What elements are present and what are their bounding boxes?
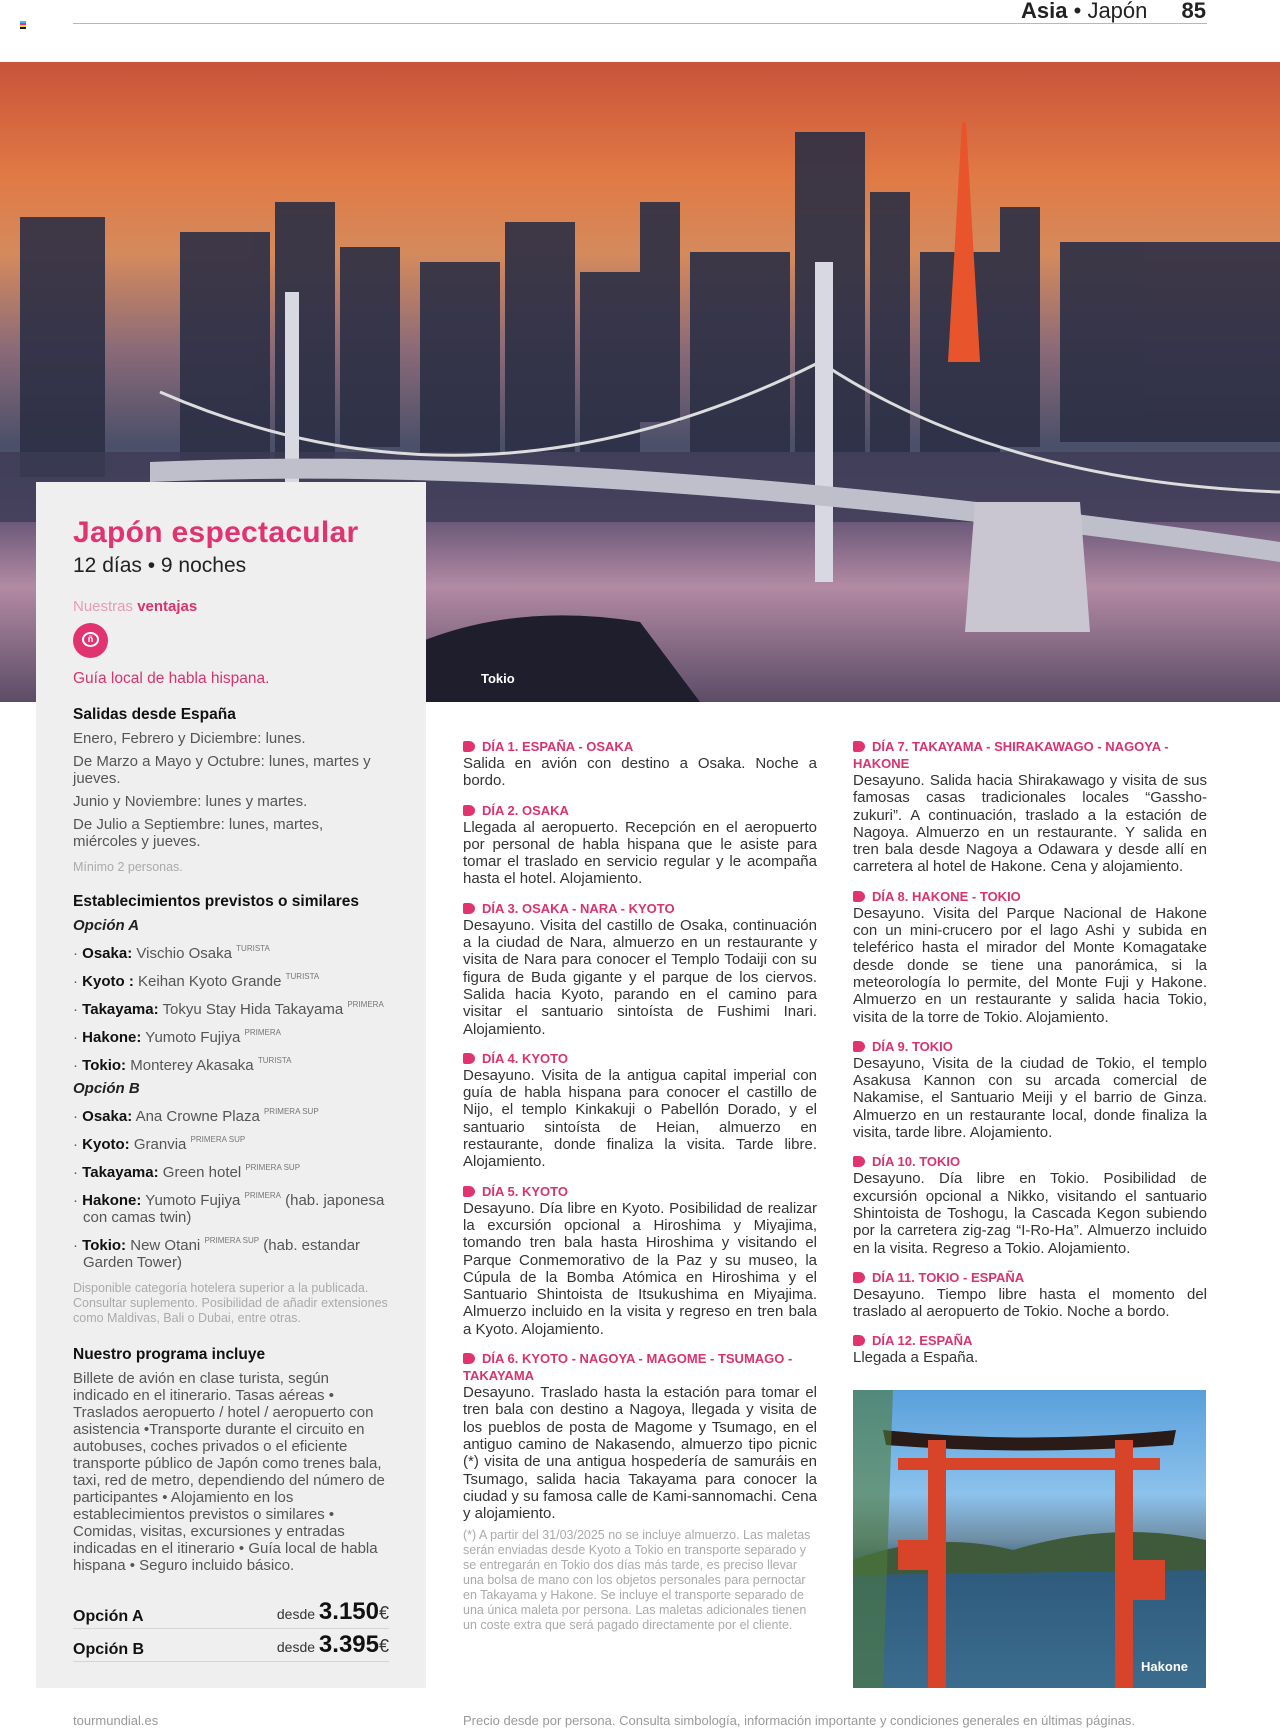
price-from: desde <box>276 1606 316 1622</box>
day-bullet-icon <box>463 1353 475 1364</box>
hotel-item: · Kyoto : Keihan Kyoto Grande $^{TURISTA}$ <box>73 972 320 990</box>
day-title: DÍA 11. TOKIO - ESPAÑA <box>872 1269 1025 1285</box>
hotel-city: Hakone: <box>82 1029 142 1046</box>
option-a-label: Opción A <box>73 917 140 934</box>
hotel-item: · Osaka: Vischio Osaka $^{TURISTA}$ <box>73 944 270 962</box>
day-description: Desayuno. Traslado hasta la estación para tomar el tren bala con destino a Nagoya, llegada y visita de los pueblos de posta de Magome y Tsumago, en el antiguo camino de Nakasendo, almuerzo tipo picnic (*) visita de una antigua hospedería de samuráis en Tsumago, salida hacia Takayama para conocer la ciudad y su famosa calle de Kami-sannomachi. Cena y alojamiento. <box>463 1384 817 1523</box>
price-amount: 3.150 <box>318 1598 379 1625</box>
price-option-label: Opción B <box>73 1641 145 1658</box>
hotel-name: New Otani <box>130 1237 201 1254</box>
price-currency: € <box>378 1636 389 1656</box>
hotel-name: Ana Crowne Plaza <box>135 1108 260 1125</box>
day-heading <box>463 1183 817 1200</box>
trip-duration: 12 días • 9 noches <box>73 554 247 577</box>
day-description: Desayuno. Visita del castillo de Osaka, continuación a la ciudad de Nara, almuerzo en un restaurante y visita de Nara para conocer el Templo Todaiji con su figura de Buda gigante y el parque de los ciervos. Salida hacia Kyoto, parando en el camino para visitar el santuario sintoísta de Fushimi Inari. Alojamiento. <box>463 916 817 1038</box>
departures-title: Salidas desde España <box>73 706 236 723</box>
departure-line: Enero, Febrero y Diciembre: lunes. <box>73 730 306 747</box>
day-bullet-icon <box>853 1335 865 1346</box>
hotel-room-note: (hab. estandar Garden Tower) <box>83 1237 361 1271</box>
price-from: desde <box>276 1639 316 1655</box>
trip-summary-panel <box>36 482 426 1688</box>
hotel-city: Takayama: <box>82 1001 159 1018</box>
day-heading <box>853 1038 1207 1055</box>
day-description: Llegada al aeropuerto. Recepción en el aeropuerto por personal de habla hispana que le asiste para tomar el traslado en servicio regular y le acompaña hasta el hotel. Alojamiento. <box>463 818 817 888</box>
price-value <box>277 1631 389 1659</box>
day-bullet-icon <box>463 1053 475 1064</box>
day-heading <box>853 1332 1207 1349</box>
hotels-note: Disponible categoría hotelera superior a la publicada. Consultar suplemento. Posibilidad de añadir extensiones como Maldivas, Bali o Dubai, entre otras. <box>73 1281 388 1325</box>
day-heading <box>853 1269 1207 1286</box>
hotel-category: TURISTA <box>236 944 270 953</box>
hotel-name: Vischio Osaka <box>136 945 232 962</box>
day-title: DÍA 2. OSAKA <box>482 802 569 818</box>
price-value <box>277 1598 389 1626</box>
day-title: DÍA 7. TAKAYAMA - SHIRAKAWAGO - NAGOYA - HAKONE <box>853 739 1169 771</box>
price-row <box>73 1629 389 1662</box>
hotel-city: Osaka: <box>82 1108 133 1125</box>
hotel-city: Osaka: <box>82 945 133 962</box>
day-heading <box>853 738 1207 772</box>
hotel-name: Keihan Kyoto Grande <box>138 973 282 990</box>
footer-site: tourmundial.es <box>73 1713 159 1728</box>
day-heading <box>853 1153 1207 1170</box>
day-bullet-icon <box>853 741 865 752</box>
itinerary-day <box>463 1050 817 1171</box>
hotel-name: Granvia <box>133 1136 187 1153</box>
hotel-room-note: (hab. japonesa con camas twin) <box>83 1192 385 1226</box>
hotel-name: Yumoto Fujiya <box>145 1029 241 1046</box>
departure-line: De Julio a Septiembre: lunes, martes, miércoles y jueves. <box>73 816 324 850</box>
day6-luggage-note: (*) A partir del 31/03/2025 no se incluye almuerzo. Las maletas serán enviadas desde Kyoto a Tokio en transporte separado y se entregarán en Tokio dos días más tarde, es preciso llevar una bolsa de mano con los objetos personales para pernoctar en Takayama y Hakone. Se incluye el transporte separado de una única maleta por persona. Las maletas adicionales tienen un coste extra que será pagado directamente por el cliente. <box>463 1528 811 1633</box>
hotel-city: Hakone: <box>82 1192 142 1209</box>
day-title: DÍA 1. ESPAÑA - OSAKA <box>482 739 634 754</box>
hotel-city: Takayama: <box>82 1164 159 1181</box>
day-description: Desayuno. Tiempo libre hasta el momento del traslado al aeropuerto de Tokio. Noche a bordo. <box>853 1285 1207 1321</box>
hotel-category: PRIMERA SUP <box>245 1163 301 1172</box>
day-description: Llegada a España. <box>853 1349 979 1367</box>
guide-icon-letter: ñ <box>82 632 99 647</box>
advantages-label <box>73 598 389 615</box>
hotel-item: · Hakone: Yumoto Fujiya $^{PRIMERA}$ <box>73 1028 281 1046</box>
itinerary-day <box>463 802 817 888</box>
hotel-item: · Tokio: New Otani $^{PRIMERA SUP}$ (hab. estandar Garden Tower) <box>73 1236 361 1271</box>
itinerary-day <box>463 1350 817 1522</box>
hotel-category: TURISTA <box>285 972 320 981</box>
trip-title: Japón espectacular <box>73 516 359 549</box>
day-description: Desayuno. Salida hacia Shirakawago y visita de sus famosas casas tradicionales locales “Gassho-zukuri”. A continuación, traslado a la estación de Nagoya. Almuerzo en un restaurante. Y salida en tren bala desde Nagoya a Odawara y desde allí en carretera al hotel de Hakone. Cena y alojamiento. <box>853 772 1207 876</box>
advantages-label-a: Nuestras <box>73 598 134 615</box>
departure-line: Junio y Noviembre: lunes y martes. <box>73 793 308 810</box>
page-number: 85 <box>1181 0 1206 23</box>
hotels-option-b <box>73 1103 389 1271</box>
itinerary-column-1 <box>463 738 817 1633</box>
page-header <box>1021 0 1206 24</box>
hotels-option-a <box>73 940 389 1074</box>
day-title: DÍA 10. TOKIO <box>872 1154 961 1170</box>
minimum-people: Mínimo 2 personas. <box>73 860 183 874</box>
hotel-category: PRIMERA SUP <box>190 1135 246 1144</box>
day-bullet-icon <box>853 1041 865 1052</box>
hotel-category: PRIMERA <box>244 1028 281 1037</box>
hakone-torii-photo <box>853 1390 1206 1688</box>
day-bullet-icon <box>463 903 475 914</box>
hotel-item: · Takayama: Tokyu Stay Hida Takayama $^{PRIMERA}$ <box>73 1000 384 1018</box>
hotel-city: Tokio: <box>82 1057 127 1074</box>
departure-line: De Marzo a Mayo y Octubre: lunes, martes y jueves. <box>73 753 371 787</box>
guide-advantage: Guía local de habla hispana. <box>73 670 270 687</box>
itinerary-day <box>853 1269 1207 1321</box>
spanish-guide-icon <box>73 623 108 658</box>
price-row <box>73 1596 389 1629</box>
hotel-item: · Tokio: Monterey Akasaka $^{TURISTA}$ <box>73 1056 292 1074</box>
advantages-label-b: ventajas <box>137 598 198 615</box>
header-country: Japón <box>1087 0 1148 23</box>
torii-illustration <box>853 1390 1206 1688</box>
day-title: DÍA 9. TOKIO <box>872 1038 953 1054</box>
hotel-category: PRIMERA SUP <box>204 1236 260 1245</box>
itinerary-day <box>463 1183 817 1338</box>
itinerary-day <box>463 738 817 790</box>
day-heading <box>463 900 817 917</box>
hotel-name: Green hotel <box>162 1164 242 1181</box>
hotel-name: Yumoto Fujiya <box>145 1192 241 1209</box>
footer-legal: Precio desde por persona. Consulta simbología, información importante y condiciones generales en últimas páginas. <box>463 1713 1136 1728</box>
photo-caption: Hakone <box>1141 1659 1188 1674</box>
itinerary-column-2 <box>853 738 1207 1379</box>
day-description: Desayuno. Visita de la antigua capital imperial con guía de habla hispana para conocer el castillo de Nijo, el templo Kinkakuji o Pabellón Dorado, y el santuario sintoísta de Heian, almuerzo en restaurante, donde finaliza la visita. Tarde libre. Alojamiento. <box>463 1066 817 1171</box>
hotel-category: TURISTA <box>257 1056 292 1065</box>
day-bullet-icon <box>463 1186 475 1197</box>
hotel-category: PRIMERA <box>347 1000 384 1009</box>
price-currency: € <box>378 1603 389 1623</box>
departures-list <box>73 730 389 850</box>
hotel-city: Kyoto: <box>82 1136 130 1153</box>
day-bullet-icon <box>463 805 475 816</box>
hotel-item: · Osaka: Ana Crowne Plaza $^{PRIMERA SUP}$ <box>73 1107 319 1125</box>
day-description: Salida en avión con destino a Osaka. Noche a bordo. <box>463 755 817 790</box>
day-heading <box>853 888 1207 905</box>
day-heading <box>463 1350 817 1384</box>
header-region: Asia <box>1021 0 1068 23</box>
itinerary-day <box>853 738 1207 876</box>
itinerary-day <box>853 1038 1207 1141</box>
day-title: DÍA 6. KYOTO - NAGOYA - MAGOME - TSUMAGO - TAKAYAMA <box>463 1351 793 1384</box>
day-heading <box>463 1050 817 1067</box>
itinerary-day <box>853 1153 1207 1256</box>
hotel-city: Tokio: <box>82 1237 127 1254</box>
hotel-item: · Takayama: Green hotel $^{PRIMERA SUP}$ <box>73 1163 301 1181</box>
day-bullet-icon <box>853 1272 865 1283</box>
day-description: Desayuno. Día libre en Kyoto. Posibilidad de realizar la excursión opcional a Hiroshima y Miyajima, tomando tren bala hasta Hiroshima y visitando el Parque Conmemorativo de la Paz y su museo, la Cúpula de la Bomba Atómica en Hiroshima y el Santuario Shintoista de Itsukushima en Miyajima. Almuerzo incluido en la visita y regreso en tren bala a Kyoto. Alojamiento. <box>463 1199 817 1338</box>
price-table <box>73 1596 389 1662</box>
itinerary-day <box>463 900 817 1038</box>
includes-text: Billete de avión en clase turista, según indicado en el itinerario. Tasas aéreas • Traslados aeropuerto / hotel / aeropuerto con asistencia •Transporte durante el circuito en autobuses, coches privados o el eficiente transporte público de Japón como trenes bala, taxi, red de metro, dependiendo del número de participantes • Alojamiento en los establecimientos previstos o similares • Comidas, visitas, excursiones y entradas indicadas en el itinerario • Guía local de habla hispana • Seguro incluido básico. <box>73 1370 385 1574</box>
day-description: Desayuno, Visita de la ciudad de Tokio, el templo Asakusa Kannon con su arcada comercial de Nakamise, el Santuario Meiji y el barrio de Ginza. Almuerzo en un restaurante local, donde finaliza la visita, tarde libre. Alojamiento. <box>853 1054 1207 1142</box>
day-title: DÍA 3. OSAKA - NARA - KYOTO <box>482 900 675 916</box>
itinerary-day <box>853 1332 1207 1366</box>
day-title: DÍA 5. KYOTO <box>482 1183 568 1199</box>
day-title: DÍA 4. KYOTO <box>482 1050 568 1066</box>
hotel-name: Tokyu Stay Hida Takayama <box>162 1001 344 1018</box>
day-bullet-icon <box>463 741 475 752</box>
hotel-item: · Hakone: Yumoto Fujiya $^{PRIMERA}$ (hab. japonesa con camas twin) <box>73 1191 385 1226</box>
print-color-marks <box>20 21 26 29</box>
hotel-name: Monterey Akasaka <box>130 1057 254 1074</box>
hotel-category: PRIMERA <box>244 1191 281 1200</box>
hotel-city: Kyoto : <box>82 973 134 990</box>
option-b-label: Opción B <box>73 1080 140 1097</box>
photo-caption: Tokio <box>481 671 515 686</box>
day-bullet-icon <box>853 1156 865 1167</box>
day-description: Desayuno. Día libre en Tokio. Posibilidad de excursión opcional a Nikko, visitando el santuario Shintoista de Toshogu, la Cascada Kegon subiendo por la carretera zig-zag “I-Ro-Ha”. Almuerzo incluido en la visita. Regreso a Tokio. Alojamiento. <box>853 1170 1207 1257</box>
price-option-label: Opción A <box>73 1608 144 1625</box>
includes-title: Nuestro programa incluye <box>73 1346 266 1363</box>
hotel-item: · Kyoto: Granvia $^{PRIMERA SUP}$ <box>73 1135 246 1153</box>
day-title: DÍA 8. HAKONE - TOKIO <box>872 888 1021 904</box>
day-bullet-icon <box>853 891 865 902</box>
hotels-title: Establecimientos previstos o similares <box>73 893 360 910</box>
price-amount: 3.395 <box>318 1631 379 1658</box>
day-description: Desayuno. Visita del Parque Nacional de Hakone con un mini-crucero por el lago Ashi y subida en teleférico hasta el mirador del Monte Komagatake desde donde se tiene una panorámica, si la meteorología lo permite, del Monte Fuji y Hakone. Almuerzo en un restaurante y salida hacia Tokio, visita de la torre de Tokio. Alojamiento. <box>853 904 1207 1026</box>
itinerary-day <box>853 888 1207 1026</box>
hotel-category: PRIMERA SUP <box>263 1107 319 1116</box>
header-separator: • <box>1073 0 1082 23</box>
day-heading <box>463 802 817 819</box>
day-title: DÍA 12. ESPAÑA <box>872 1333 973 1349</box>
day-heading <box>463 738 817 755</box>
